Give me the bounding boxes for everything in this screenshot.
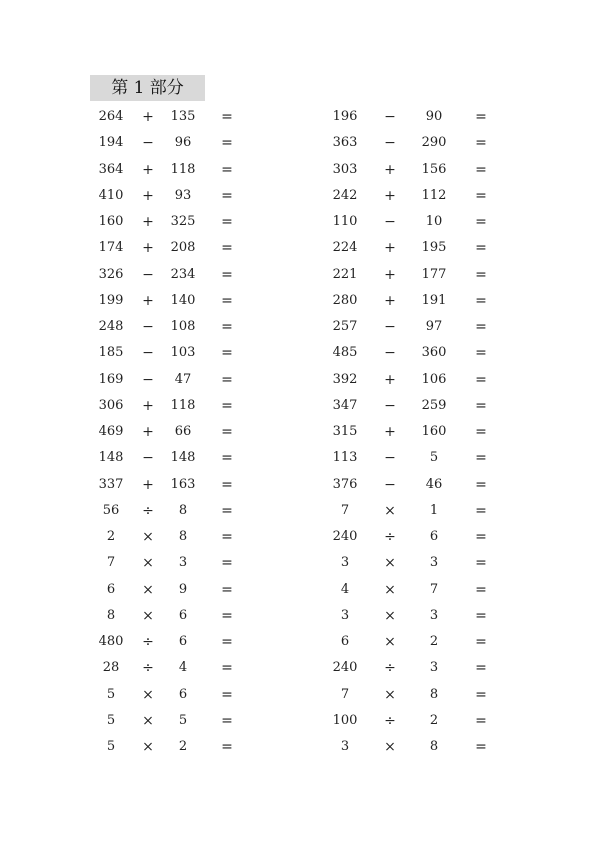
problem-row bbox=[0, 393, 600, 419]
equals-sign: = bbox=[475, 187, 487, 204]
operator: + bbox=[142, 240, 154, 257]
operator: − bbox=[142, 266, 154, 283]
second-operand: 46 bbox=[425, 476, 443, 492]
first-operand: 174 bbox=[98, 240, 124, 256]
first-operand: 110 bbox=[332, 214, 358, 229]
equals-sign: = bbox=[475, 319, 487, 335]
equals-sign: = bbox=[475, 292, 487, 309]
equals-sign: = bbox=[221, 712, 233, 729]
equals-sign: = bbox=[475, 686, 487, 703]
equals-sign: = bbox=[221, 345, 233, 362]
first-operand: 306 bbox=[98, 397, 124, 413]
operator: × bbox=[142, 581, 154, 598]
operator: ÷ bbox=[142, 634, 154, 650]
operator: × bbox=[384, 581, 396, 598]
equals-sign: = bbox=[221, 319, 233, 335]
problem-row bbox=[0, 235, 600, 261]
operator: × bbox=[384, 555, 396, 572]
problem-row bbox=[0, 130, 600, 156]
second-operand: 90 bbox=[425, 109, 443, 124]
operator: × bbox=[142, 686, 154, 703]
equals-sign: = bbox=[475, 502, 487, 519]
right-problem-column bbox=[0, 104, 600, 760]
equals-sign: = bbox=[221, 292, 233, 309]
second-operand: 2 bbox=[178, 739, 188, 754]
equals-sign: = bbox=[475, 476, 487, 493]
second-operand: 4 bbox=[178, 660, 188, 676]
operator: + bbox=[384, 371, 396, 388]
second-operand: 108 bbox=[170, 319, 196, 334]
equals-sign: = bbox=[221, 476, 233, 493]
operator: + bbox=[142, 187, 154, 204]
problem-row bbox=[0, 734, 600, 760]
first-operand: 337 bbox=[98, 476, 124, 492]
second-operand: 97 bbox=[425, 319, 443, 334]
operator: × bbox=[142, 739, 154, 755]
first-operand: 221 bbox=[332, 266, 358, 282]
second-operand: 1 bbox=[429, 502, 439, 518]
equals-sign: = bbox=[475, 529, 487, 545]
second-operand: 160 bbox=[421, 424, 447, 439]
first-operand: 185 bbox=[98, 345, 124, 361]
equals-sign: = bbox=[475, 607, 487, 624]
equals-sign: = bbox=[221, 187, 233, 204]
operator: + bbox=[142, 161, 154, 178]
equals-sign: = bbox=[475, 739, 487, 755]
second-operand: 6 bbox=[178, 607, 188, 623]
first-operand: 28 bbox=[102, 660, 120, 676]
operator: × bbox=[142, 607, 154, 624]
second-operand: 106 bbox=[421, 371, 447, 387]
second-operand: 5 bbox=[178, 712, 188, 728]
equals-sign: = bbox=[221, 109, 233, 125]
problem-row bbox=[0, 550, 600, 576]
equals-sign: = bbox=[475, 135, 487, 152]
first-operand: 4 bbox=[340, 581, 350, 597]
second-operand: 8 bbox=[429, 739, 439, 754]
problem-row bbox=[0, 682, 600, 708]
problem-row bbox=[0, 524, 600, 550]
first-operand: 248 bbox=[98, 319, 124, 334]
second-operand: 148 bbox=[170, 450, 196, 466]
operator: + bbox=[384, 424, 396, 440]
operator: ÷ bbox=[384, 712, 396, 729]
second-operand: 195 bbox=[421, 240, 447, 256]
first-operand: 113 bbox=[332, 450, 358, 466]
operator: ÷ bbox=[142, 660, 154, 677]
operator: − bbox=[384, 476, 396, 493]
equals-sign: = bbox=[475, 266, 487, 283]
first-operand: 3 bbox=[340, 739, 350, 754]
equals-sign: = bbox=[221, 660, 233, 677]
operator: + bbox=[142, 397, 154, 414]
first-operand: 56 bbox=[102, 502, 120, 518]
second-operand: 6 bbox=[429, 529, 439, 544]
equals-sign: = bbox=[475, 345, 487, 362]
operator: + bbox=[142, 476, 154, 493]
operator: + bbox=[142, 424, 154, 440]
second-operand: 8 bbox=[178, 529, 188, 544]
equals-sign: = bbox=[475, 581, 487, 598]
second-operand: 208 bbox=[170, 240, 196, 256]
first-operand: 196 bbox=[332, 109, 358, 124]
operator: − bbox=[142, 371, 154, 388]
first-operand: 100 bbox=[332, 712, 358, 728]
operator: + bbox=[142, 292, 154, 309]
equals-sign: = bbox=[475, 161, 487, 178]
equals-sign: = bbox=[221, 161, 233, 178]
operator: + bbox=[142, 214, 154, 230]
equals-sign: = bbox=[221, 371, 233, 388]
operator: − bbox=[384, 397, 396, 414]
first-operand: 2 bbox=[106, 529, 116, 544]
equals-sign: = bbox=[475, 109, 487, 125]
problem-row bbox=[0, 262, 600, 288]
operator: × bbox=[384, 634, 396, 650]
second-operand: 290 bbox=[421, 135, 447, 151]
operator: × bbox=[142, 712, 154, 729]
operator: × bbox=[142, 555, 154, 572]
first-operand: 315 bbox=[332, 424, 358, 439]
problem-row bbox=[0, 157, 600, 183]
equals-sign: = bbox=[221, 739, 233, 755]
second-operand: 118 bbox=[170, 397, 196, 413]
equals-sign: = bbox=[475, 634, 487, 650]
second-operand: 3 bbox=[429, 607, 439, 623]
second-operand: 6 bbox=[178, 634, 188, 649]
equals-sign: = bbox=[475, 214, 487, 230]
first-operand: 169 bbox=[98, 371, 124, 387]
equals-sign: = bbox=[221, 607, 233, 624]
operator: ÷ bbox=[142, 502, 154, 519]
first-operand: 224 bbox=[332, 240, 358, 256]
second-operand: 66 bbox=[174, 424, 192, 439]
problem-row bbox=[0, 498, 600, 524]
equals-sign: = bbox=[221, 686, 233, 703]
equals-sign: = bbox=[221, 502, 233, 519]
second-operand: 360 bbox=[421, 345, 447, 361]
problem-row bbox=[0, 340, 600, 366]
second-operand: 5 bbox=[429, 450, 439, 466]
second-operand: 3 bbox=[429, 660, 439, 676]
second-operand: 93 bbox=[174, 187, 192, 203]
problem-row bbox=[0, 419, 600, 445]
equals-sign: = bbox=[475, 660, 487, 677]
operator: × bbox=[384, 607, 396, 624]
second-operand: 7 bbox=[429, 581, 439, 597]
problem-row bbox=[0, 603, 600, 629]
operator: × bbox=[384, 686, 396, 703]
equals-sign: = bbox=[221, 450, 233, 467]
first-operand: 469 bbox=[98, 424, 124, 439]
second-operand: 8 bbox=[178, 502, 188, 518]
first-operand: 6 bbox=[340, 634, 350, 649]
operator: + bbox=[384, 292, 396, 309]
first-operand: 5 bbox=[106, 686, 116, 702]
first-operand: 264 bbox=[98, 109, 124, 124]
problem-row bbox=[0, 445, 600, 471]
equals-sign: = bbox=[221, 555, 233, 572]
first-operand: 5 bbox=[106, 739, 116, 754]
first-operand: 3 bbox=[340, 607, 350, 623]
first-operand: 194 bbox=[98, 135, 124, 151]
equals-sign: = bbox=[475, 240, 487, 257]
equals-sign: = bbox=[475, 555, 487, 572]
second-operand: 234 bbox=[170, 266, 196, 282]
second-operand: 259 bbox=[421, 397, 447, 413]
first-operand: 199 bbox=[98, 292, 124, 308]
problem-row bbox=[0, 655, 600, 681]
problem-row bbox=[0, 708, 600, 734]
second-operand: 2 bbox=[429, 634, 439, 649]
second-operand: 2 bbox=[429, 712, 439, 728]
first-operand: 8 bbox=[106, 607, 116, 623]
first-operand: 160 bbox=[98, 214, 124, 229]
second-operand: 325 bbox=[170, 214, 196, 229]
operator: − bbox=[384, 345, 396, 362]
first-operand: 7 bbox=[340, 686, 350, 702]
second-operand: 191 bbox=[421, 292, 447, 308]
second-operand: 103 bbox=[170, 345, 196, 361]
equals-sign: = bbox=[221, 634, 233, 650]
problem-row bbox=[0, 288, 600, 314]
first-operand: 240 bbox=[332, 660, 358, 676]
equals-sign: = bbox=[221, 266, 233, 283]
equals-sign: = bbox=[475, 450, 487, 467]
second-operand: 177 bbox=[421, 266, 447, 282]
operator: − bbox=[384, 214, 396, 230]
operator: − bbox=[142, 319, 154, 335]
first-operand: 363 bbox=[332, 135, 358, 151]
operator: − bbox=[142, 450, 154, 467]
first-operand: 480 bbox=[98, 634, 124, 649]
second-operand: 8 bbox=[429, 686, 439, 702]
operator: × bbox=[384, 739, 396, 755]
second-operand: 3 bbox=[429, 555, 439, 571]
problem-row bbox=[0, 577, 600, 603]
operator: − bbox=[142, 345, 154, 362]
operator: + bbox=[384, 187, 396, 204]
first-operand: 347 bbox=[332, 397, 358, 413]
problem-row bbox=[0, 367, 600, 393]
problem-row bbox=[0, 209, 600, 235]
first-operand: 3 bbox=[340, 555, 350, 571]
second-operand: 140 bbox=[170, 292, 196, 308]
second-operand: 3 bbox=[178, 555, 188, 571]
second-operand: 135 bbox=[170, 109, 196, 124]
second-operand: 6 bbox=[178, 686, 188, 702]
operator: + bbox=[384, 266, 396, 283]
first-operand: 257 bbox=[332, 319, 358, 334]
operator: − bbox=[142, 135, 154, 152]
problem-row bbox=[0, 314, 600, 340]
equals-sign: = bbox=[221, 397, 233, 414]
equals-sign: = bbox=[221, 214, 233, 230]
second-operand: 118 bbox=[170, 161, 196, 177]
operator: + bbox=[142, 109, 154, 125]
second-operand: 96 bbox=[174, 135, 192, 151]
first-operand: 364 bbox=[98, 161, 124, 177]
first-operand: 7 bbox=[340, 502, 350, 518]
equals-sign: = bbox=[475, 424, 487, 440]
second-operand: 9 bbox=[178, 581, 188, 597]
first-operand: 5 bbox=[106, 712, 116, 728]
operator: − bbox=[384, 135, 396, 152]
equals-sign: = bbox=[221, 135, 233, 152]
first-operand: 376 bbox=[332, 476, 358, 492]
second-operand: 112 bbox=[421, 187, 447, 203]
equals-sign: = bbox=[475, 371, 487, 388]
second-operand: 163 bbox=[170, 476, 196, 492]
problem-row bbox=[0, 104, 600, 130]
problem-row bbox=[0, 629, 600, 655]
second-operand: 10 bbox=[425, 214, 443, 229]
first-operand: 485 bbox=[332, 345, 358, 361]
operator: − bbox=[384, 319, 396, 335]
equals-sign: = bbox=[221, 529, 233, 545]
equals-sign: = bbox=[221, 581, 233, 598]
equals-sign: = bbox=[221, 424, 233, 440]
operator: − bbox=[384, 450, 396, 467]
operator: ÷ bbox=[384, 529, 396, 545]
operator: − bbox=[384, 109, 396, 125]
first-operand: 148 bbox=[98, 450, 124, 466]
problem-row bbox=[0, 472, 600, 498]
first-operand: 242 bbox=[332, 187, 358, 203]
first-operand: 240 bbox=[332, 529, 358, 544]
operator: × bbox=[384, 502, 396, 519]
first-operand: 280 bbox=[332, 292, 358, 308]
first-operand: 410 bbox=[98, 187, 124, 203]
operator: × bbox=[142, 529, 154, 545]
problem-row bbox=[0, 183, 600, 209]
first-operand: 303 bbox=[332, 161, 358, 177]
first-operand: 392 bbox=[332, 371, 358, 387]
equals-sign: = bbox=[221, 240, 233, 257]
equals-sign: = bbox=[475, 712, 487, 729]
first-operand: 326 bbox=[98, 266, 124, 282]
equals-sign: = bbox=[475, 397, 487, 414]
operator: + bbox=[384, 161, 396, 178]
second-operand: 156 bbox=[421, 161, 447, 177]
first-operand: 7 bbox=[106, 555, 116, 571]
second-operand: 47 bbox=[174, 371, 192, 387]
operator: + bbox=[384, 240, 396, 257]
section-title: 第 1 部分 bbox=[90, 75, 205, 101]
first-operand: 6 bbox=[106, 581, 116, 597]
operator: ÷ bbox=[384, 660, 396, 677]
